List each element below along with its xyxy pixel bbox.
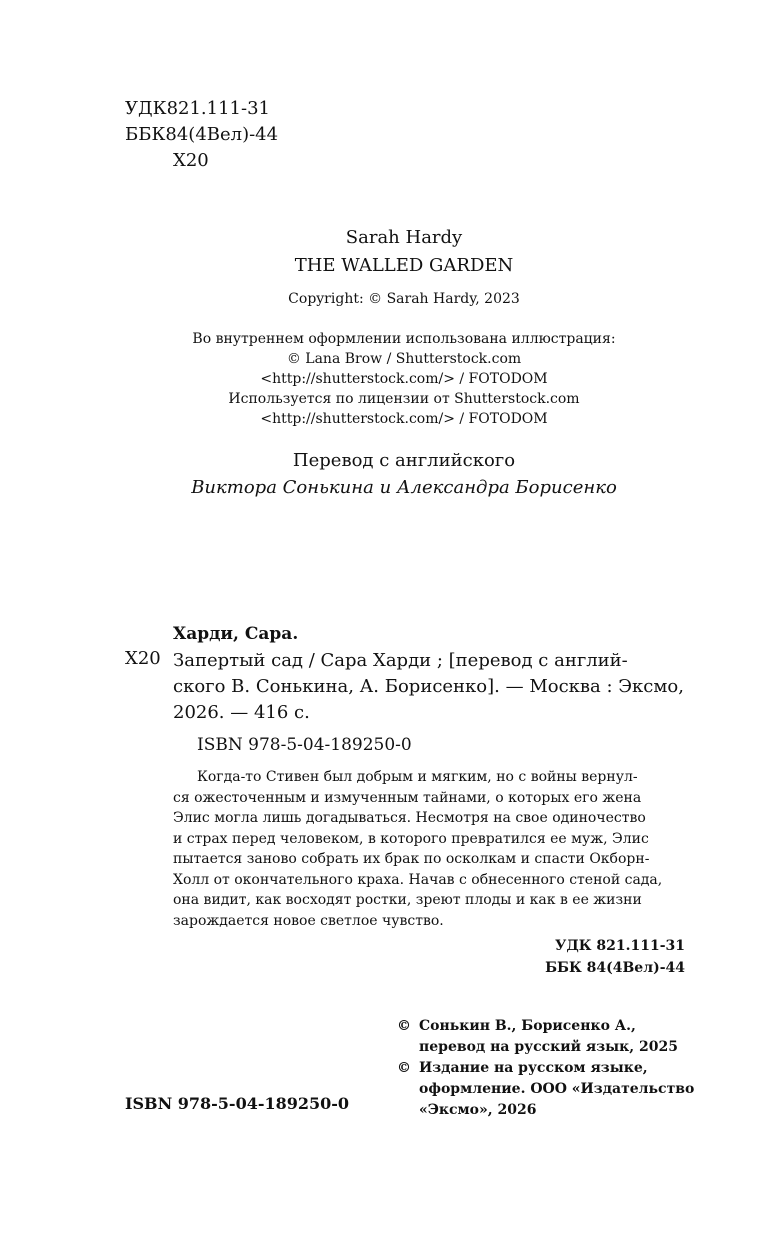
udk-code: УДК821.111-31 <box>125 98 270 119</box>
annotation-line: Элис могла лишь догадываться. Несмотря на свое одиночество <box>173 810 646 826</box>
annotation-line: она видит, как восходят ростки, зреют плоды и как в ее жизни <box>173 892 642 908</box>
illustration-line: Во внутреннем оформлении использована иллюстрация: <box>192 331 616 347</box>
original-author: Sarah Hardy <box>345 227 463 248</box>
bbk-code: ББК84(4Вел)-44 <box>125 124 279 145</box>
translators: Виктора Сонькина и Александра Борисенко <box>191 477 617 498</box>
copyright-entry-line: «Эксмо», 2026 <box>419 1102 537 1118</box>
bib-line: ского В. Сонькина, А. Борисенко]. — Москва : Эксмо, <box>173 676 684 697</box>
annotation-line: ся ожесточенным и измученным тайнами, о которых его жена <box>173 789 642 806</box>
illustration-line: © Lana Brow / Shutterstock.com <box>286 351 522 367</box>
bib-line: Запертый сад / Сара Харди ; [перевод с англий- <box>173 650 628 671</box>
copyright-block <box>397 1016 694 1121</box>
copyright-entry-line: Издание на русском языке, <box>419 1060 648 1076</box>
bottom-isbn: ISBN 978-5-04-189250-0 <box>125 1094 350 1113</box>
illustration-line: Используется по лицензии от Shutterstock.com <box>228 391 580 407</box>
copyright-symbol: © <box>397 1018 411 1034</box>
copyright-symbol: © <box>397 1060 411 1076</box>
original-title: THE WALLED GARDEN <box>294 255 514 276</box>
bib-description <box>173 648 693 726</box>
copyright-entry <box>397 1058 694 1121</box>
annotation-line: зарождается новое светлое чувство. <box>173 912 444 929</box>
bib-author: Харди, Сара. <box>173 624 299 644</box>
annotation-line: пытается заново собрать их брак по осколкам и спасти Окборн- <box>173 851 650 867</box>
bottom-udk: УДК 821.111-31 <box>554 938 685 954</box>
copyright-entry <box>397 1016 694 1058</box>
copyright-entry-line: Сонькин В., Борисенко А., <box>419 1018 636 1034</box>
classification-codes <box>125 96 278 174</box>
translation-label: Перевод с английского <box>292 450 516 471</box>
illustration-line: <http://shutterstock.com/> / FOTODOM <box>260 411 548 427</box>
bottom-bbk: ББК 84(4Вел)-44 <box>545 960 685 976</box>
translation-credit <box>0 447 768 501</box>
bib-line: 2026. — 416 с. <box>173 702 310 723</box>
illustration-credit <box>0 329 768 429</box>
original-edition <box>0 224 768 280</box>
annotation-line: Когда-то Стивен был добрым и мягким, но с войны вернул- <box>197 769 638 785</box>
copyright-line: Copyright: © Sarah Hardy, 2023 <box>288 291 520 307</box>
annotation-line: и страх перед человеком, в которого превратился ее муж, Элис <box>173 830 649 847</box>
illustration-line: <http://shutterstock.com/> / FOTODOM <box>260 371 548 387</box>
bottom-codes <box>545 935 685 979</box>
bib-isbn: ISBN 978-5-04-189250-0 <box>197 735 412 755</box>
bib-author-mark: Х20 <box>125 648 161 669</box>
author-mark: Х20 <box>173 150 209 171</box>
annotation <box>173 767 662 931</box>
copyright-entry-line: перевод на русский язык, 2025 <box>419 1039 678 1055</box>
annotation-line: Холл от окончательного краха. Начав с обнесенного стеной сада, <box>173 871 663 888</box>
copyright-entry-line: оформление. ООО «Издательство <box>419 1081 695 1097</box>
